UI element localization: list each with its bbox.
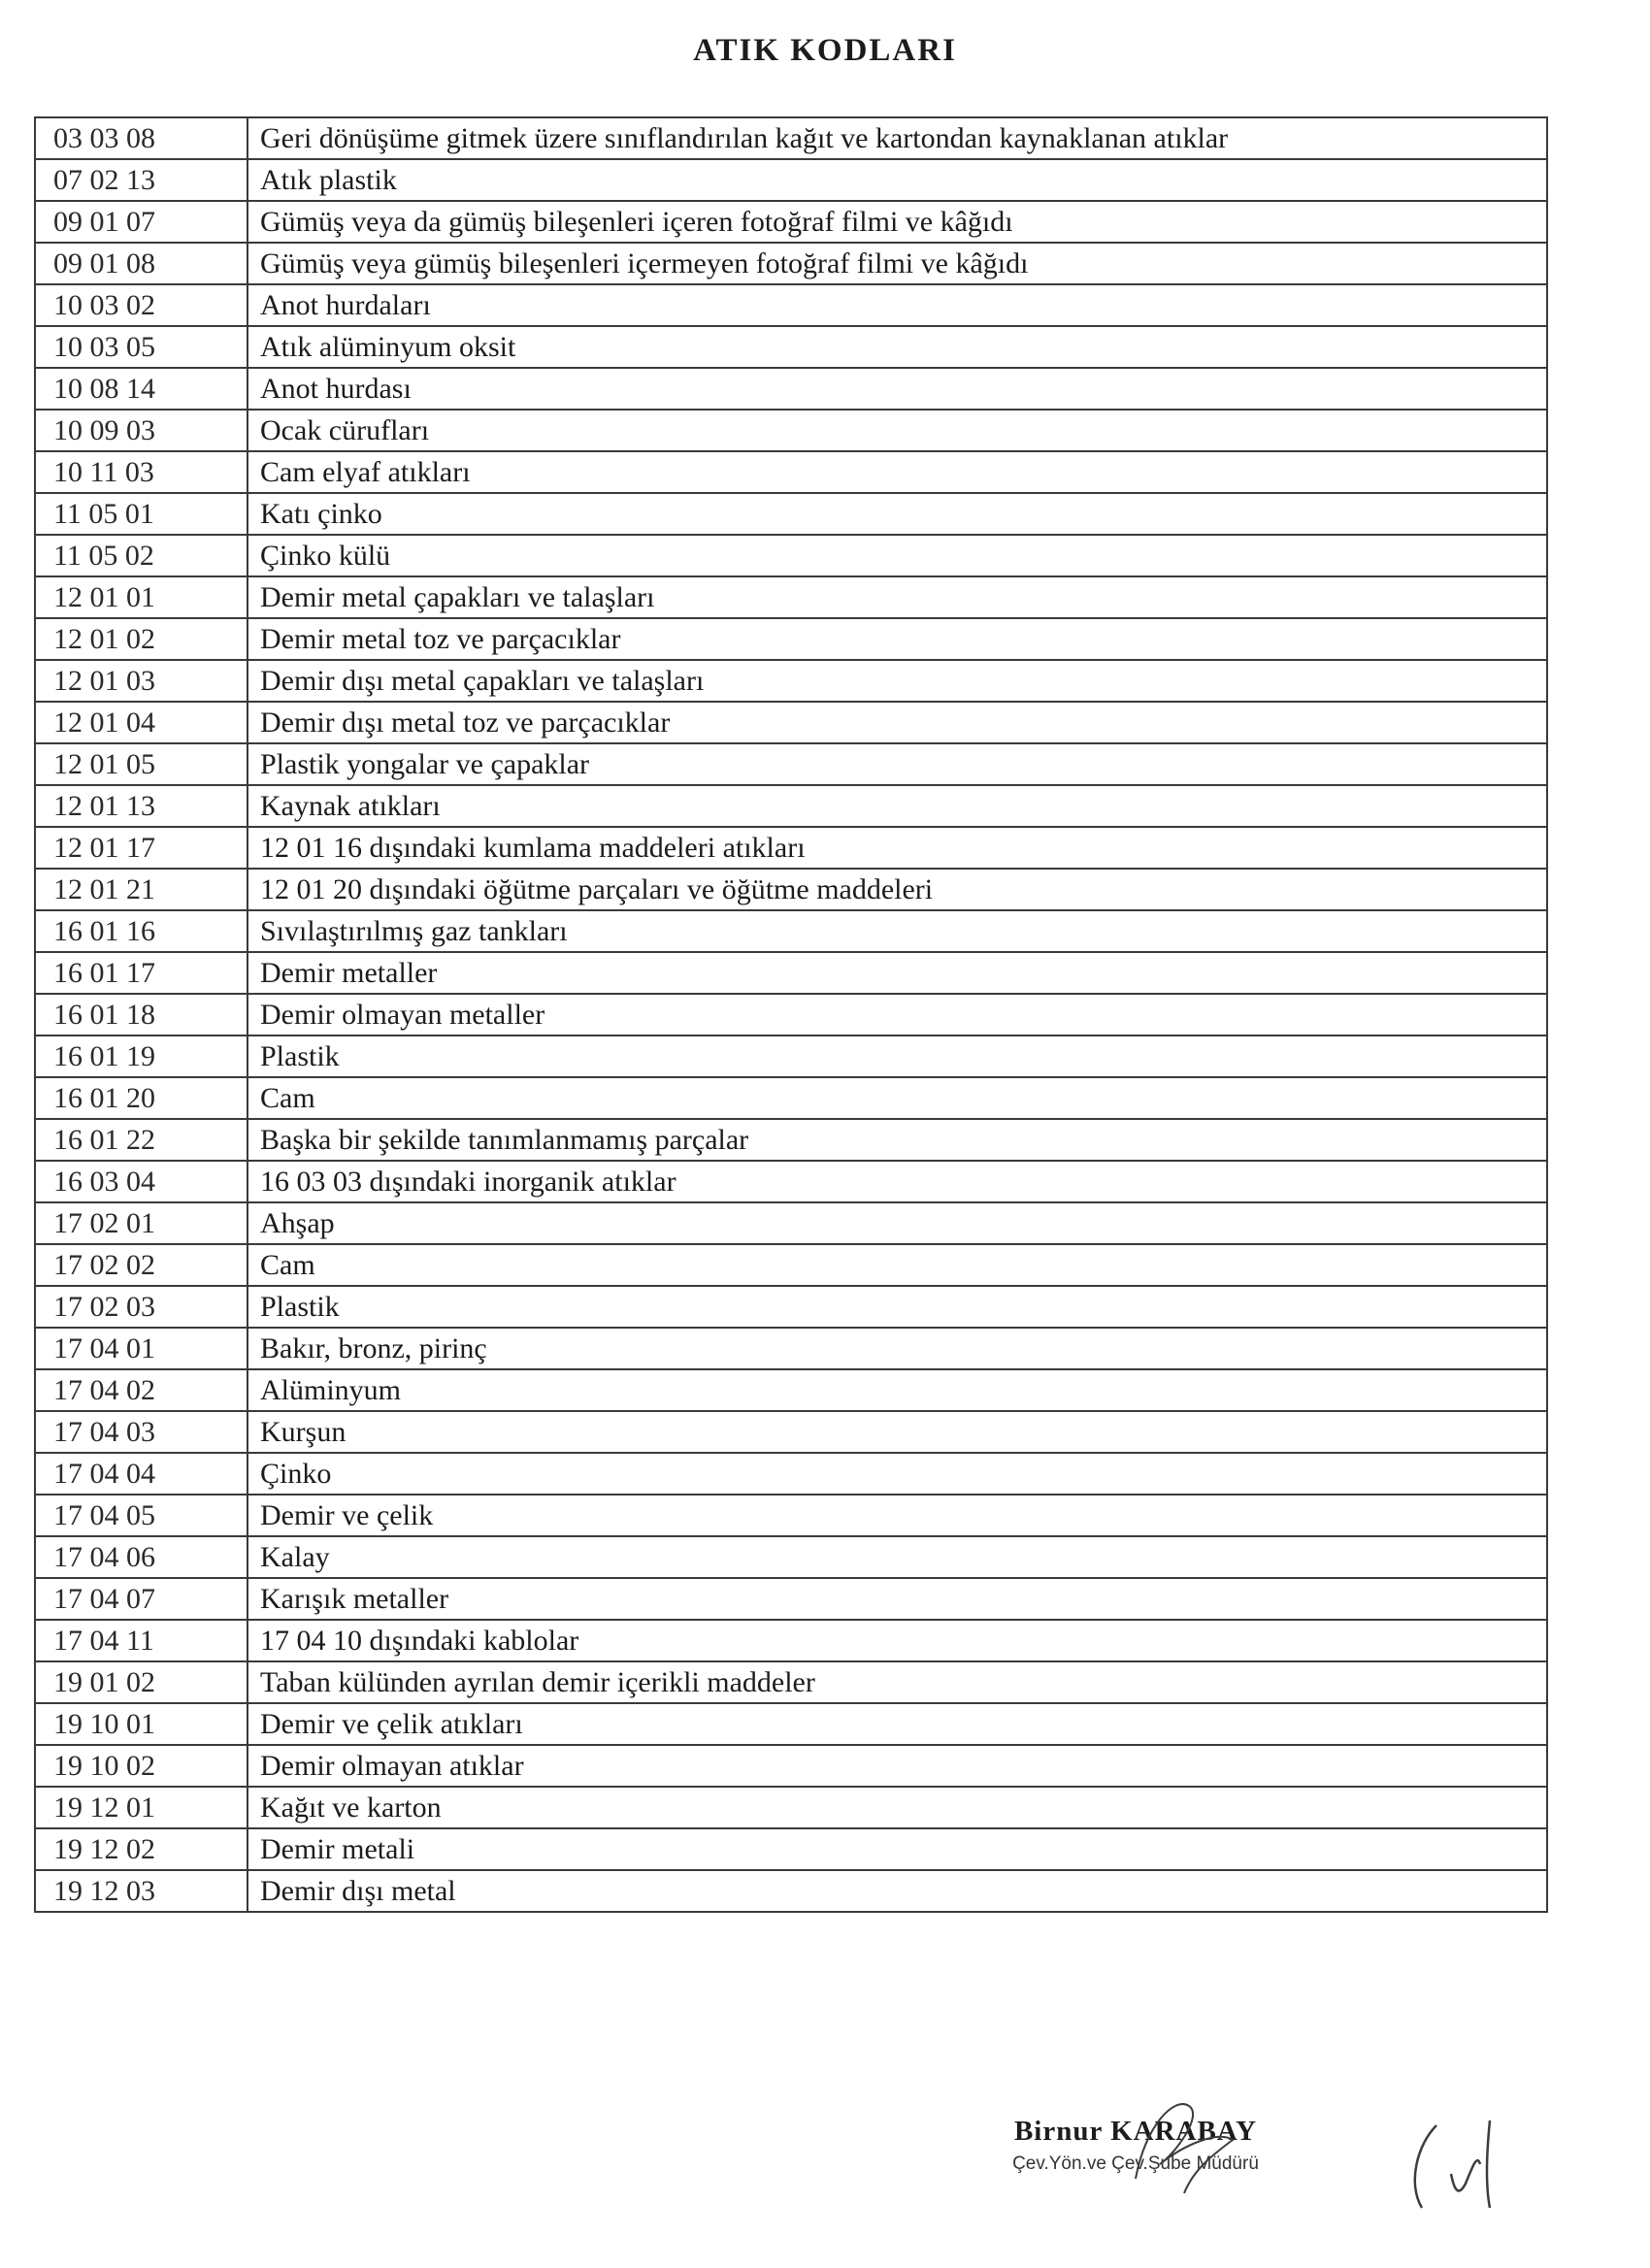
table-row [35, 243, 1547, 284]
waste-code-cell: 16 01 18 [35, 994, 248, 1035]
waste-description-cell: Cam [248, 1244, 1547, 1286]
table-row [35, 1745, 1547, 1787]
table-row [35, 1870, 1547, 1912]
waste-description-cell: Cam [248, 1077, 1547, 1119]
table-row [35, 1286, 1547, 1328]
waste-description-cell: Geri dönüşüme gitmek üzere sınıflandırılan kağıt ve kartondan kaynaklanan atıklar [248, 117, 1547, 159]
waste-description-cell: 16 03 03 dışındaki inorganik atıklar [248, 1161, 1547, 1202]
table-row [35, 1703, 1547, 1745]
waste-code-cell: 17 02 02 [35, 1244, 248, 1286]
waste-code-cell: 12 01 04 [35, 702, 248, 743]
table-row [35, 1077, 1547, 1119]
table-row [35, 952, 1547, 994]
waste-code-cell: 17 02 03 [35, 1286, 248, 1328]
waste-description-cell: Ahşap [248, 1202, 1547, 1244]
table-row [35, 1453, 1547, 1495]
waste-description-cell: Sıvılaştırılmış gaz tankları [248, 910, 1547, 952]
waste-code-cell: 19 12 01 [35, 1787, 248, 1828]
waste-description-cell: Katı çinko [248, 493, 1547, 535]
waste-code-cell: 19 01 02 [35, 1661, 248, 1703]
table-row [35, 1495, 1547, 1536]
waste-description-cell: Taban külünden ayrılan demir içerikli maddeler [248, 1661, 1547, 1703]
table-row [35, 117, 1547, 159]
waste-description-cell: Kalay [248, 1536, 1547, 1578]
initials-scribble [1398, 2106, 1534, 2232]
waste-description-cell: Demir metali [248, 1828, 1547, 1870]
table-row [35, 1578, 1547, 1620]
waste-code-cell: 11 05 02 [35, 535, 248, 576]
waste-description-cell: Kurşun [248, 1411, 1547, 1453]
waste-code-cell: 19 10 02 [35, 1745, 248, 1787]
waste-code-cell: 12 01 05 [35, 743, 248, 785]
waste-code-cell: 10 03 02 [35, 284, 248, 326]
table-row [35, 493, 1547, 535]
waste-description-cell: Demir ve çelik [248, 1495, 1547, 1536]
waste-description-cell: Bakır, bronz, pirinç [248, 1328, 1547, 1369]
page-title: ATIK KODLARI [693, 33, 957, 68]
waste-description-cell: Demir olmayan atıklar [248, 1745, 1547, 1787]
waste-description-cell: Alüminyum [248, 1369, 1547, 1411]
waste-description-cell: Demir olmayan metaller [248, 994, 1547, 1035]
waste-description-cell: Demir dışı metal [248, 1870, 1547, 1912]
table-row [35, 159, 1547, 201]
table-row [35, 702, 1547, 743]
signature-scribble [1116, 2087, 1252, 2203]
table-row [35, 994, 1547, 1035]
table-row [35, 785, 1547, 827]
table-row [35, 1244, 1547, 1286]
waste-code-cell: 12 01 21 [35, 869, 248, 910]
table-row [35, 1161, 1547, 1202]
table-row [35, 1411, 1547, 1453]
waste-description-cell: Plastik [248, 1035, 1547, 1077]
table-row [35, 1536, 1547, 1578]
waste-description-cell: Başka bir şekilde tanımlanmamış parçalar [248, 1119, 1547, 1161]
waste-description-cell: Karışık metaller [248, 1578, 1547, 1620]
waste-code-cell: 17 04 06 [35, 1536, 248, 1578]
waste-code-cell: 09 01 07 [35, 201, 248, 243]
waste-description-cell: Demir metal çapakları ve talaşları [248, 576, 1547, 618]
waste-code-cell: 17 02 01 [35, 1202, 248, 1244]
waste-code-table [34, 116, 1548, 1913]
table-row [35, 1328, 1547, 1369]
table-row [35, 1119, 1547, 1161]
table-row [35, 1202, 1547, 1244]
waste-code-cell: 17 04 02 [35, 1369, 248, 1411]
table-row [35, 284, 1547, 326]
waste-code-cell: 19 10 01 [35, 1703, 248, 1745]
waste-code-cell: 16 01 20 [35, 1077, 248, 1119]
waste-code-cell: 17 04 01 [35, 1328, 248, 1369]
waste-description-cell: Atık alüminyum oksit [248, 326, 1547, 368]
waste-code-cell: 16 01 16 [35, 910, 248, 952]
table-row [35, 535, 1547, 576]
waste-code-cell: 09 01 08 [35, 243, 248, 284]
waste-code-cell: 12 01 13 [35, 785, 248, 827]
waste-description-cell: Cam elyaf atıkları [248, 451, 1547, 493]
waste-description-cell: Gümüş veya gümüş bileşenleri içermeyen fotoğraf filmi ve kâğıdı [248, 243, 1547, 284]
table-row [35, 827, 1547, 869]
waste-code-cell: 19 12 03 [35, 1870, 248, 1912]
table-row [35, 910, 1547, 952]
waste-code-cell: 17 04 04 [35, 1453, 248, 1495]
waste-description-cell: Demir ve çelik atıkları [248, 1703, 1547, 1745]
waste-description-cell: Gümüş veya da gümüş bileşenleri içeren fotoğraf filmi ve kâğıdı [248, 201, 1547, 243]
waste-code-cell: 17 04 05 [35, 1495, 248, 1536]
waste-code-cell: 19 12 02 [35, 1828, 248, 1870]
waste-description-cell: Demir metal toz ve parçacıklar [248, 618, 1547, 660]
waste-description-cell: Demir metaller [248, 952, 1547, 994]
waste-description-cell: Kağıt ve karton [248, 1787, 1547, 1828]
table-row [35, 368, 1547, 410]
table-row [35, 1828, 1547, 1870]
waste-code-table-body [35, 117, 1547, 1912]
table-row [35, 410, 1547, 451]
waste-code-cell: 12 01 02 [35, 618, 248, 660]
waste-description-cell: Ocak cürufları [248, 410, 1547, 451]
waste-description-cell: Plastik yongalar ve çapaklar [248, 743, 1547, 785]
waste-description-cell: Plastik [248, 1286, 1547, 1328]
table-row [35, 576, 1547, 618]
waste-code-cell: 16 03 04 [35, 1161, 248, 1202]
waste-description-cell: 12 01 16 dışındaki kumlama maddeleri atıkları [248, 827, 1547, 869]
table-row [35, 1787, 1547, 1828]
waste-code-cell: 16 01 22 [35, 1119, 248, 1161]
table-row [35, 451, 1547, 493]
table-row [35, 618, 1547, 660]
waste-description-cell: Demir dışı metal toz ve parçacıklar [248, 702, 1547, 743]
table-row [35, 1369, 1547, 1411]
table-row [35, 1661, 1547, 1703]
waste-code-cell: 10 03 05 [35, 326, 248, 368]
table-row [35, 201, 1547, 243]
waste-code-cell: 16 01 17 [35, 952, 248, 994]
waste-code-cell: 17 04 03 [35, 1411, 248, 1453]
waste-code-cell: 12 01 17 [35, 827, 248, 869]
waste-code-cell: 12 01 03 [35, 660, 248, 702]
waste-description-cell: 17 04 10 dışındaki kablolar [248, 1620, 1547, 1661]
waste-description-cell: Atık plastik [248, 159, 1547, 201]
table-row [35, 326, 1547, 368]
table-row [35, 1035, 1547, 1077]
waste-code-cell: 12 01 01 [35, 576, 248, 618]
waste-description-cell: Anot hurdaları [248, 284, 1547, 326]
waste-code-cell: 10 09 03 [35, 410, 248, 451]
waste-code-cell: 17 04 11 [35, 1620, 248, 1661]
table-row [35, 660, 1547, 702]
table-row [35, 869, 1547, 910]
waste-description-cell: 12 01 20 dışındaki öğütme parçaları ve öğütme maddeleri [248, 869, 1547, 910]
waste-description-cell: Anot hurdası [248, 368, 1547, 410]
table-row [35, 1620, 1547, 1661]
waste-description-cell: Demir dışı metal çapakları ve talaşları [248, 660, 1547, 702]
waste-code-cell: 17 04 07 [35, 1578, 248, 1620]
signer-title: Çev.Yön.ve Çev.Şube Müdürü [1012, 2153, 1259, 2174]
waste-description-cell: Çinko külü [248, 535, 1547, 576]
waste-description-cell: Çinko [248, 1453, 1547, 1495]
waste-code-cell: 10 08 14 [35, 368, 248, 410]
signer-name: Birnur KARABAY [1013, 2116, 1258, 2147]
waste-description-cell: Kaynak atıkları [248, 785, 1547, 827]
waste-code-cell: 16 01 19 [35, 1035, 248, 1077]
waste-code-cell: 10 11 03 [35, 451, 248, 493]
waste-code-cell: 03 03 08 [35, 117, 248, 159]
table-row [35, 743, 1547, 785]
waste-code-cell: 11 05 01 [35, 493, 248, 535]
waste-code-cell: 07 02 13 [35, 159, 248, 201]
